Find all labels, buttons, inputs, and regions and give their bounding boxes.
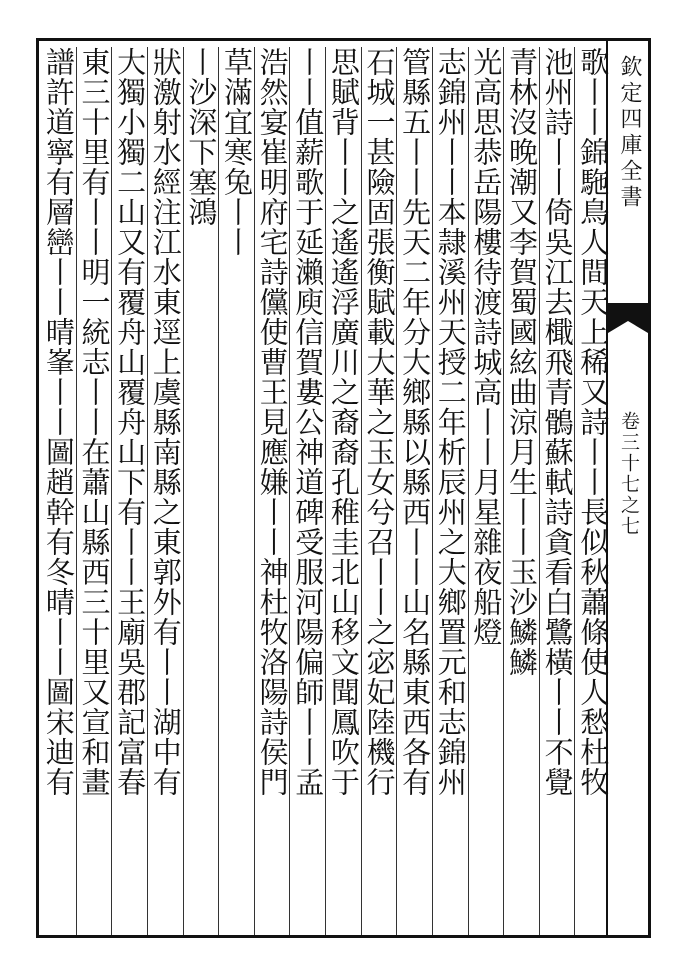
column-rule — [325, 47, 326, 935]
text-column: 池州詩丨丨倚吳江去檝飛青鶻蘇軾詩貪看白鷺橫丨丨不覺 — [540, 47, 575, 797]
column-rule — [147, 47, 148, 935]
text-column: 狀激射水經注江水東逕上虞縣南縣之東郭外有丨丨湖中有 — [148, 47, 183, 797]
column-rule — [574, 47, 575, 935]
column-rule — [289, 47, 290, 935]
page-frame — [36, 38, 651, 938]
text-column: 管縣五丨丨先天二年分大鄉縣以縣西丨丨山名縣東西各有 — [398, 47, 433, 797]
fishtail-mark-icon — [608, 303, 648, 363]
column-rule — [396, 47, 397, 935]
text-columns — [41, 47, 611, 935]
text-column: 光高思恭岳陽樓待渡詩城高丨丨月星雜夜船燈 — [469, 47, 504, 647]
column-rule — [361, 47, 362, 935]
column-rule — [218, 47, 219, 935]
column-rule — [468, 47, 469, 935]
text-column: 譜許道寧有層巒丨丨晴峯丨丨圖趙幹有冬晴丨丨圖宋迪有 — [41, 47, 76, 797]
column-rule — [183, 47, 184, 935]
text-column: 浩然宴崔明府宅詩儻使曹王見應嫌丨丨神杜牧洛陽詩侯門 — [255, 47, 290, 797]
text-column: 大獨小獨二山又有覆舟山覆舟山下有丨丨王廟吳郡記富春 — [113, 47, 148, 797]
text-column: 歌丨丨錦駞鳥人間天上稀又詩丨丨長似秋蕭條使人愁杜牧 — [576, 47, 611, 797]
text-column: 青林沒晚潮又李賀蜀國絃曲涼月生丨丨玉沙鱗鱗 — [504, 47, 539, 677]
text-column: 草滿宜寒兔丨丨 — [219, 47, 254, 257]
column-rule — [254, 47, 255, 935]
volume-label: 卷三十七之七 — [618, 411, 640, 537]
text-column: 丨丨值薪歌于延瀨庾信賀婁公神道碑受服河陽偏師丨丨孟 — [291, 47, 326, 797]
column-rule — [432, 47, 433, 935]
text-column: 東三十里有丨丨明一統志丨丨在蕭山縣西三十里又宣和畫 — [77, 47, 112, 797]
column-rule — [111, 47, 112, 935]
book-title: 欽定四庫全書 — [617, 55, 642, 211]
text-column: 志錦州丨丨本隷溪州天授二年析辰州之大鄉置元和志錦州 — [433, 47, 468, 797]
column-rule — [76, 47, 77, 935]
column-rule — [539, 47, 540, 935]
text-column: 石城一甚險固張衡賦載大華之玉女兮召丨丨之宓妃陸機行 — [362, 47, 397, 797]
column-rule — [503, 47, 504, 935]
text-column: 思賦背丨丨之遙遙浮廣川之裔裔孔稚圭北山移文聞鳳吹于 — [326, 47, 361, 797]
text-column: 丨沙深下塞鴻 — [184, 47, 219, 227]
